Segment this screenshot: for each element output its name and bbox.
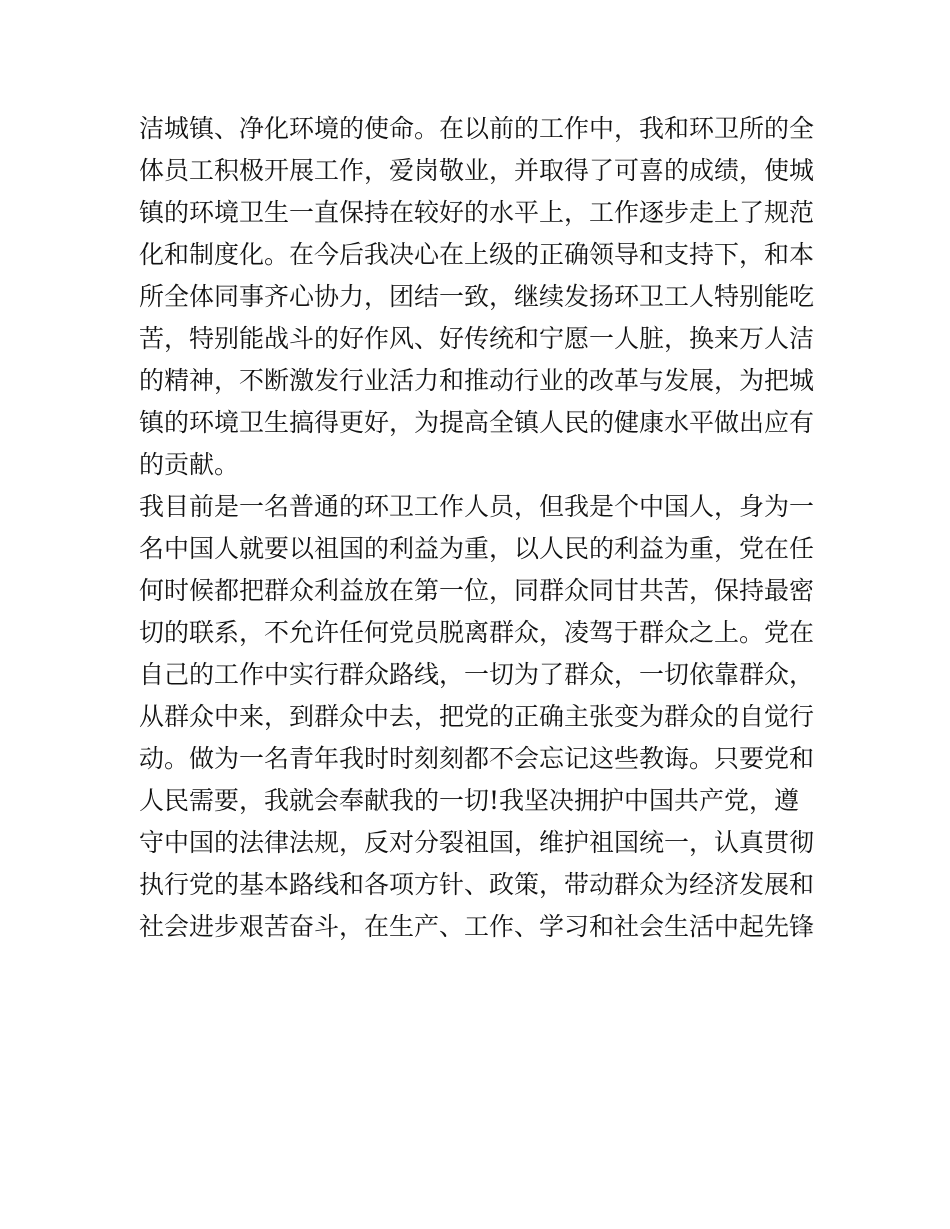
text-line: 化和制度化。在今后我决心在上级的正确领导和支持下，和本 bbox=[139, 240, 815, 269]
text-line: 切的联系，不允许任何党员脱离群众，凌驾于群众之上。党在 bbox=[139, 618, 815, 647]
text-line: 洁城镇、净化环境的使命。在以前的工作中，我和环卫所的全 bbox=[139, 114, 815, 143]
text-line: 我目前是一名普通的环卫工作人员，但我是个中国人，身为一 bbox=[139, 492, 815, 521]
document-body bbox=[139, 108, 819, 948]
text-line: 动。做为一名青年我时时刻刻都不会忘记这些教诲。只要党和 bbox=[139, 744, 815, 773]
text-line: 自己的工作中实行群众路线，一切为了群众，一切依靠群众， bbox=[139, 660, 815, 689]
text-line: 苦，特别能战斗的好作风、好传统和宁愿一人脏，换来万人洁 bbox=[139, 324, 815, 353]
text-line: 何时候都把群众利益放在第一位，同群众同甘共苦，保持最密 bbox=[139, 576, 815, 605]
text-line: 体员工积极开展工作，爱岗敬业，并取得了可喜的成绩，使城 bbox=[139, 156, 815, 185]
text-line: 守中国的法律法规，反对分裂祖国，维护祖国统一，认真贯彻 bbox=[139, 828, 815, 857]
text-line: 所全体同事齐心协力，团结一致，继续发扬环卫工人特别能吃 bbox=[139, 282, 815, 311]
text-line: 人民需要，我就会奉献我的一切!我坚决拥护中国共产党，遵 bbox=[139, 786, 800, 815]
text-line: 社会进步艰苦奋斗，在生产、工作、学习和社会生活中起先锋 bbox=[139, 912, 815, 941]
text-line: 镇的环境卫生一直保持在较好的水平上，工作逐步走上了规范 bbox=[139, 198, 815, 227]
paragraph-2 bbox=[139, 486, 819, 948]
text-line: 的贡献。 bbox=[139, 450, 240, 479]
text-line: 执行党的基本路线和各项方针、政策，带动群众为经济发展和 bbox=[139, 870, 815, 899]
paragraph-1 bbox=[139, 108, 819, 486]
text-line: 名中国人就要以祖国的利益为重，以人民的利益为重，党在任 bbox=[139, 534, 815, 563]
text-line: 的精神，不断激发行业活力和推动行业的改革与发展，为把城 bbox=[139, 366, 815, 395]
text-line: 镇的环境卫生搞得更好，为提高全镇人民的健康水平做出应有 bbox=[139, 408, 815, 437]
text-line: 从群众中来，到群众中去，把党的正确主张变为群众的自觉行 bbox=[139, 702, 815, 731]
